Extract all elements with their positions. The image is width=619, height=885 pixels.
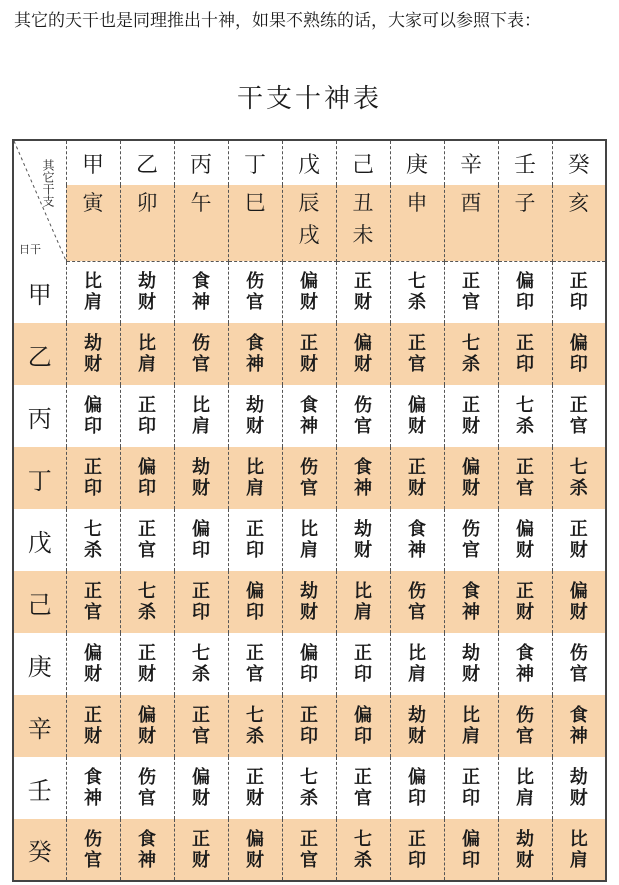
ten-god-cell: 比 肩 bbox=[552, 819, 606, 881]
ten-god-cell: 正 官 bbox=[174, 695, 228, 757]
corner-cell bbox=[13, 140, 66, 261]
ten-god-cell: 偏 印 bbox=[66, 385, 120, 447]
row-day-stem: 癸 bbox=[13, 819, 66, 881]
ten-god-cell: 食 神 bbox=[336, 447, 390, 509]
ten-god-cell: 伤 官 bbox=[552, 633, 606, 695]
ten-god-cell: 正 印 bbox=[390, 819, 444, 881]
column-branch-1: 卯 bbox=[120, 185, 174, 261]
ten-god-cell: 正 财 bbox=[390, 447, 444, 509]
table-row bbox=[13, 385, 606, 447]
ten-god-cell: 偏 印 bbox=[336, 695, 390, 757]
column-stem-8: 壬 bbox=[498, 140, 552, 185]
ten-god-cell: 偏 财 bbox=[120, 695, 174, 757]
ten-god-cell: 正 财 bbox=[66, 695, 120, 757]
ten-god-cell: 劫 财 bbox=[66, 323, 120, 385]
row-day-stem: 戊 bbox=[13, 509, 66, 571]
ten-god-cell: 食 神 bbox=[228, 323, 282, 385]
ten-god-cell: 比 肩 bbox=[228, 447, 282, 509]
ten-god-cell: 偏 印 bbox=[444, 819, 498, 881]
ten-god-cell: 食 神 bbox=[390, 509, 444, 571]
ten-god-cell: 正 印 bbox=[120, 385, 174, 447]
column-stem-1: 乙 bbox=[120, 140, 174, 185]
ten-god-cell: 伤 官 bbox=[174, 323, 228, 385]
ten-god-cell: 七 杀 bbox=[120, 571, 174, 633]
ten-god-cell: 正 财 bbox=[174, 819, 228, 881]
ten-god-cell: 正 财 bbox=[444, 385, 498, 447]
ten-god-cell: 伤 官 bbox=[444, 509, 498, 571]
ten-god-cell: 偏 财 bbox=[336, 323, 390, 385]
row-day-stem: 丙 bbox=[13, 385, 66, 447]
ten-god-cell: 正 印 bbox=[498, 323, 552, 385]
ten-god-cell: 正 财 bbox=[282, 323, 336, 385]
ten-god-cell: 比 肩 bbox=[174, 385, 228, 447]
ten-god-cell: 正 官 bbox=[120, 509, 174, 571]
ten-god-cell: 伤 官 bbox=[66, 819, 120, 881]
table-row bbox=[13, 509, 606, 571]
ten-god-cell: 正 官 bbox=[552, 385, 606, 447]
ten-god-cell: 比 肩 bbox=[120, 323, 174, 385]
ten-god-cell: 劫 财 bbox=[228, 385, 282, 447]
column-branch-8: 子 bbox=[498, 185, 552, 261]
ten-god-cell: 伤 官 bbox=[498, 695, 552, 757]
table-row bbox=[13, 695, 606, 757]
ten-god-cell: 比 肩 bbox=[444, 695, 498, 757]
column-stem-4: 戊 bbox=[282, 140, 336, 185]
ten-god-cell: 偏 财 bbox=[174, 757, 228, 819]
ten-god-cell: 比 肩 bbox=[282, 509, 336, 571]
column-branch-0: 寅 bbox=[66, 185, 120, 261]
table-row bbox=[13, 571, 606, 633]
table-row bbox=[13, 323, 606, 385]
ten-god-cell: 正 官 bbox=[498, 447, 552, 509]
ten-god-cell: 偏 印 bbox=[120, 447, 174, 509]
ten-god-cell: 正 财 bbox=[120, 633, 174, 695]
column-stem-2: 丙 bbox=[174, 140, 228, 185]
ten-god-cell: 七 杀 bbox=[336, 819, 390, 881]
ten-god-cell: 劫 财 bbox=[498, 819, 552, 881]
corner-label-other: 其它干支 bbox=[41, 159, 55, 207]
ten-god-cell: 偏 财 bbox=[282, 261, 336, 323]
ten-god-cell: 正 印 bbox=[552, 261, 606, 323]
ten-god-cell: 劫 财 bbox=[120, 261, 174, 323]
ten-god-cell: 比 肩 bbox=[336, 571, 390, 633]
ten-god-cell: 劫 财 bbox=[552, 757, 606, 819]
table-title: 干支十神表 bbox=[236, 84, 382, 114]
ten-god-cell: 伤 官 bbox=[228, 261, 282, 323]
ten-god-cell: 劫 财 bbox=[390, 695, 444, 757]
ten-god-cell: 偏 财 bbox=[552, 571, 606, 633]
ten-god-cell: 正 印 bbox=[228, 509, 282, 571]
ten-god-cell: 正 印 bbox=[66, 447, 120, 509]
ten-god-cell: 偏 财 bbox=[66, 633, 120, 695]
ten-god-cell: 伤 官 bbox=[336, 385, 390, 447]
ten-god-cell: 比 肩 bbox=[66, 261, 120, 323]
ten-god-cell: 偏 财 bbox=[390, 385, 444, 447]
ten-god-cell: 食 神 bbox=[120, 819, 174, 881]
ten-god-cell: 偏 财 bbox=[444, 447, 498, 509]
ten-god-cell: 食 神 bbox=[174, 261, 228, 323]
column-branch-2: 午 bbox=[174, 185, 228, 261]
row-day-stem: 甲 bbox=[13, 261, 66, 323]
ten-god-cell: 正 印 bbox=[444, 757, 498, 819]
row-day-stem: 辛 bbox=[13, 695, 66, 757]
ten-god-cell: 正 印 bbox=[174, 571, 228, 633]
ten-god-cell: 正 印 bbox=[336, 633, 390, 695]
table-row bbox=[13, 757, 606, 819]
ten-god-cell: 偏 印 bbox=[390, 757, 444, 819]
row-day-stem: 乙 bbox=[13, 323, 66, 385]
ten-god-cell: 伤 官 bbox=[390, 571, 444, 633]
ten-god-cell: 正 官 bbox=[66, 571, 120, 633]
column-branch-4: 辰 戌 bbox=[282, 185, 336, 261]
ten-god-cell: 七 杀 bbox=[444, 323, 498, 385]
ten-god-cell: 正 官 bbox=[444, 261, 498, 323]
ten-gods-table bbox=[12, 139, 607, 882]
ten-god-cell: 比 肩 bbox=[390, 633, 444, 695]
ten-god-cell: 七 杀 bbox=[66, 509, 120, 571]
ten-god-cell: 劫 财 bbox=[282, 571, 336, 633]
column-stem-9: 癸 bbox=[552, 140, 606, 185]
intro-text: 其它的天干也是同理推出十神，如果不熟练的话，大家可以参照下表： bbox=[14, 11, 541, 31]
table-row bbox=[13, 261, 606, 323]
ten-god-cell: 正 财 bbox=[498, 571, 552, 633]
ten-god-cell: 比 肩 bbox=[498, 757, 552, 819]
ten-god-cell: 正 官 bbox=[228, 633, 282, 695]
ten-god-cell: 食 神 bbox=[552, 695, 606, 757]
ten-god-cell: 食 神 bbox=[282, 385, 336, 447]
row-day-stem: 庚 bbox=[13, 633, 66, 695]
corner-label-day-stem: 日干 bbox=[19, 243, 41, 256]
ten-god-cell: 食 神 bbox=[498, 633, 552, 695]
ten-god-cell: 劫 财 bbox=[444, 633, 498, 695]
ten-god-cell: 正 官 bbox=[336, 757, 390, 819]
ten-god-cell: 七 杀 bbox=[228, 695, 282, 757]
ten-god-cell: 偏 印 bbox=[174, 509, 228, 571]
ten-god-cell: 伤 官 bbox=[120, 757, 174, 819]
row-day-stem: 丁 bbox=[13, 447, 66, 509]
ten-god-cell: 七 杀 bbox=[498, 385, 552, 447]
column-branch-3: 巳 bbox=[228, 185, 282, 261]
header-branches-row bbox=[13, 185, 606, 261]
ten-god-cell: 伤 官 bbox=[282, 447, 336, 509]
column-stem-7: 辛 bbox=[444, 140, 498, 185]
ten-god-cell: 劫 财 bbox=[174, 447, 228, 509]
ten-god-cell: 正 官 bbox=[390, 323, 444, 385]
ten-god-cell: 正 财 bbox=[336, 261, 390, 323]
table-row bbox=[13, 633, 606, 695]
header-stems-row bbox=[13, 140, 606, 185]
column-stem-6: 庚 bbox=[390, 140, 444, 185]
ten-god-cell: 偏 财 bbox=[228, 819, 282, 881]
row-day-stem: 壬 bbox=[13, 757, 66, 819]
ten-god-cell: 正 印 bbox=[282, 695, 336, 757]
ten-god-cell: 七 杀 bbox=[174, 633, 228, 695]
ten-god-cell: 偏 印 bbox=[552, 323, 606, 385]
ten-god-cell: 劫 财 bbox=[336, 509, 390, 571]
ten-god-cell: 七 杀 bbox=[282, 757, 336, 819]
column-branch-6: 申 bbox=[390, 185, 444, 261]
ten-god-cell: 偏 印 bbox=[228, 571, 282, 633]
ten-god-cell: 正 官 bbox=[282, 819, 336, 881]
column-stem-5: 己 bbox=[336, 140, 390, 185]
column-stem-3: 丁 bbox=[228, 140, 282, 185]
column-stem-0: 甲 bbox=[66, 140, 120, 185]
row-day-stem: 己 bbox=[13, 571, 66, 633]
ten-god-cell: 食 神 bbox=[66, 757, 120, 819]
ten-god-cell: 偏 印 bbox=[498, 261, 552, 323]
table-row bbox=[13, 447, 606, 509]
ten-god-cell: 七 杀 bbox=[390, 261, 444, 323]
ten-god-cell: 七 杀 bbox=[552, 447, 606, 509]
ten-god-cell: 偏 印 bbox=[282, 633, 336, 695]
column-branch-7: 酉 bbox=[444, 185, 498, 261]
column-branch-9: 亥 bbox=[552, 185, 606, 261]
ten-god-cell: 正 财 bbox=[228, 757, 282, 819]
column-branch-5: 丑 未 bbox=[336, 185, 390, 261]
ten-god-cell: 正 财 bbox=[552, 509, 606, 571]
ten-god-cell: 食 神 bbox=[444, 571, 498, 633]
table-row bbox=[13, 819, 606, 881]
ten-god-cell: 偏 财 bbox=[498, 509, 552, 571]
